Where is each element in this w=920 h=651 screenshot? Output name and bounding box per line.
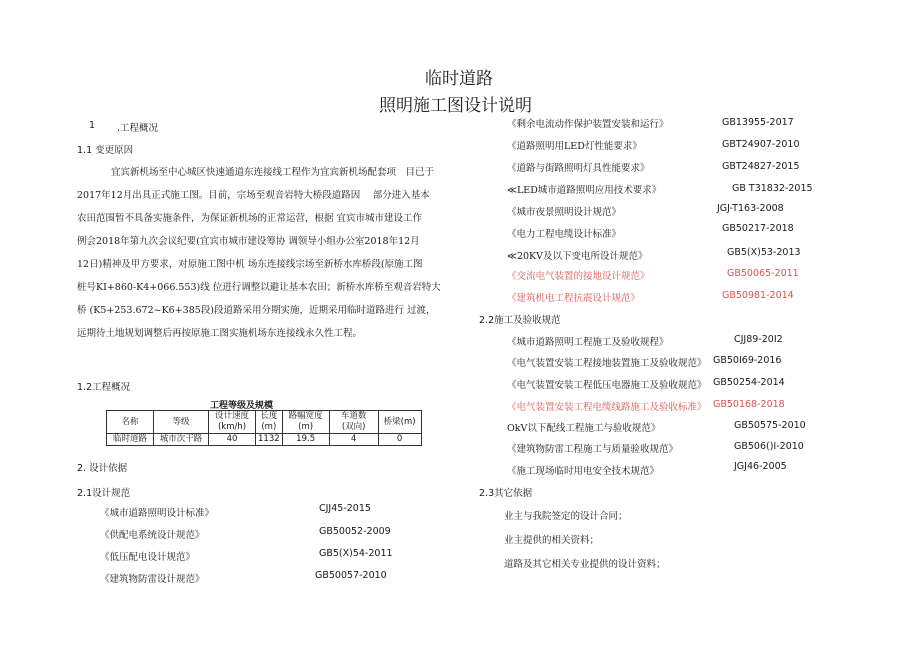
spec-name: 《电气装置安装工程低压电器施工及验收规范》 bbox=[507, 380, 707, 391]
spec-code: GB5(X)53-2013 bbox=[727, 247, 801, 258]
spec-code: GB50168-2018 bbox=[713, 399, 785, 410]
spec-code: GBT24827-2015 bbox=[722, 161, 800, 172]
th-width: 路幅宽度 (m) bbox=[282, 411, 329, 434]
para-line: 桥 (K5+253.672~K6+385段)段道路采用分期实施，近期采用临时道路进行 过渡， bbox=[77, 305, 436, 316]
spec-name: 《建筑机电工程抗震设计规范》 bbox=[507, 293, 641, 304]
spec-name: 《道路与街路照明灯具性能要求》 bbox=[507, 163, 650, 174]
spec-code: JGJ46-2005 bbox=[734, 461, 787, 472]
s2-sub3: 2.3其它依据 bbox=[479, 488, 533, 499]
spec-name: 《剩余电流动作保护装置安装和运行》 bbox=[507, 119, 669, 130]
th-bridge: 桥梁(m) bbox=[378, 411, 421, 434]
spec-code: CJJ45-2015 bbox=[319, 503, 371, 514]
spec-code: GB50065-2011 bbox=[727, 268, 799, 279]
para-line: 2017年12月出具正式施工图。目前，宗场至观音岩特大桥段道路因 部分进入基本 bbox=[77, 190, 430, 201]
para-line: 例会2018年第九次会议纪要(宜宾市城市建设筹协 调领导小组办公室2018年12月 bbox=[77, 236, 420, 247]
para-line: 12日)精神及甲方要求，对原施工图中机 场东连接线宗场至新桥水库桥段(原施工图 bbox=[77, 259, 423, 270]
spec-code: CJJ89-20I2 bbox=[734, 334, 783, 345]
th-speed: 设计速度 (km/h) bbox=[209, 411, 256, 434]
other-basis: 道路及其它相关专业提供的设计资料； bbox=[504, 559, 666, 570]
spec-code: JGJ-T163-2008 bbox=[717, 203, 784, 214]
spec-name: 《建筑物防雷设计规范》 bbox=[100, 574, 205, 585]
spec-code: GB T31832-2015 bbox=[732, 183, 813, 194]
title-line2: 照明施工图设计说明 bbox=[379, 96, 532, 116]
s2-sub2: 2.2施工及验收规范 bbox=[479, 315, 561, 326]
other-basis: 业主与我院签定的设计合同； bbox=[504, 511, 628, 522]
table-header-row bbox=[107, 411, 422, 434]
spec-name: 《城市道路照明设计标准》 bbox=[100, 508, 215, 519]
title-line1: 临时道路 bbox=[425, 69, 493, 89]
spec-table bbox=[106, 410, 422, 446]
spec-name: 《电气装置安装工程接地装置施工及验收规范》 bbox=[507, 358, 707, 369]
spec-name: 《建筑物防雷工程施工与质量验收规范》 bbox=[507, 444, 679, 455]
spec-name: 《电力工程电缆设计标准》 bbox=[507, 229, 622, 240]
spec-name: ≪20KV及以下变电所设计规范》 bbox=[507, 251, 648, 262]
spec-name: 《道路照明用LED灯性能要求》 bbox=[507, 141, 642, 152]
table-row: 临时道路 城市次干路 40 1132 19.5 4 0 bbox=[107, 434, 422, 446]
spec-name: 《交流电气装置的接地设计规范》 bbox=[507, 271, 650, 282]
spec-code: GB50217-2018 bbox=[722, 223, 794, 234]
other-basis: 业主提供的相关资料； bbox=[504, 535, 600, 546]
spec-code: GB50052-2009 bbox=[319, 526, 391, 537]
spec-name: 《电气装置安装工程电缆线路施工及验收标准》 bbox=[507, 402, 707, 413]
s1-heading: .工程概况 bbox=[117, 123, 159, 134]
spec-code: GB5(X)54-2011 bbox=[319, 548, 393, 559]
th-grade: 等级 bbox=[154, 411, 209, 434]
spec-code: GB50575-2010 bbox=[734, 420, 806, 431]
spec-code: GB13955-2017 bbox=[722, 117, 794, 128]
spec-code: GB50981-2014 bbox=[722, 290, 794, 301]
para-line: 农田范围暂不具备实施条件，为保证新机场的正常运营，根据 宜宾市城市建设工作 bbox=[77, 213, 423, 224]
spec-name: 《低压配电设计规范》 bbox=[100, 552, 196, 563]
spec-table-title: 工程等级及规模 bbox=[210, 401, 274, 411]
para-line: 桩号KI+860-K4+066.553)线 位进行调整以避让基本农田；新桥水库桥至观音岩特大 bbox=[77, 282, 441, 293]
spec-code: GB50057-2010 bbox=[315, 570, 387, 581]
s1-sub1: 1.1 变更原因 bbox=[77, 145, 134, 156]
th-lanes: 车道数 (双向) bbox=[329, 411, 378, 434]
th-length: 长度 (m) bbox=[256, 411, 283, 434]
spec-name: 《城市道路照明工程施工及验收规程》 bbox=[507, 337, 669, 348]
spec-name: 《施工现场临时用电安全技术规范》 bbox=[507, 466, 660, 477]
s1-num: 1 bbox=[89, 120, 96, 131]
spec-code: GB506()I-2010 bbox=[734, 441, 804, 452]
spec-code: GB50254-2014 bbox=[713, 377, 785, 388]
para-line: 宜宾新机场至中心城区快速通道东连接线工程作为宜宾新机场配套项 目已于 bbox=[111, 167, 435, 178]
s2-sub1: 2.1设计规范 bbox=[77, 488, 131, 499]
s2-heading: 2. 设计依据 bbox=[77, 463, 128, 474]
spec-name: ≪LED城市道路照明应用技术要求》 bbox=[507, 185, 662, 196]
para-line: 远期待土地规划调整后再按原施工图实施机场东连接线永久性工程。 bbox=[77, 328, 363, 339]
spec-name: OkV以下配线工程施工与验收规范》 bbox=[507, 423, 661, 434]
th-name: 名称 bbox=[107, 411, 154, 434]
spec-code: GB50I69-2016 bbox=[713, 355, 782, 366]
spec-code: GBT24907-2010 bbox=[722, 139, 800, 150]
s1-sub2: 1.2工程概况 bbox=[77, 382, 131, 393]
spec-name: 《供配电系统设计规范》 bbox=[100, 530, 205, 541]
spec-name: 《城市夜景照明设计规范》 bbox=[507, 207, 622, 218]
